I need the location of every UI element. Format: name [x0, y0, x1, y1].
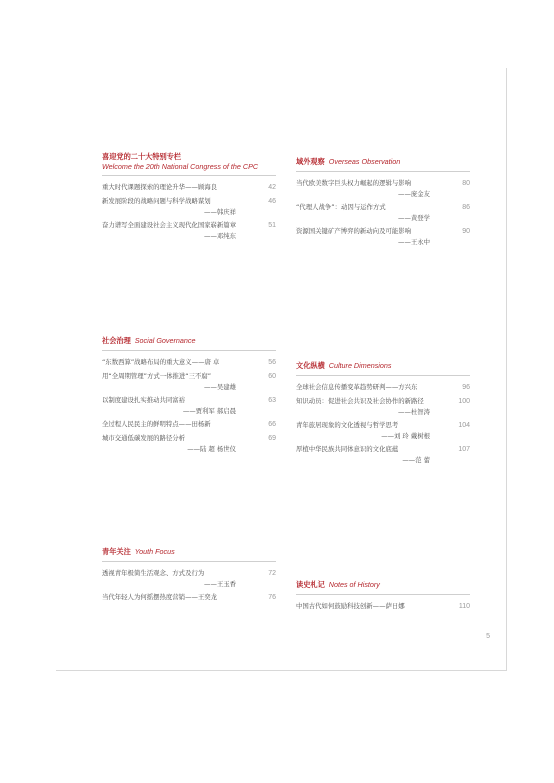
entry-author: ——贾利军 郝启晨 [182, 407, 236, 415]
toc-section-congress [102, 152, 276, 244]
entry-title: 青年旅居现象的文化透视与哲学思考 [296, 421, 399, 429]
entry-author: ——陆 超 杨世仪 [187, 445, 236, 453]
section-title: 青年关注 Youth Focus [102, 547, 175, 556]
entry-title: 奋力谱写全面建设社会主义现代化国家崭新篇章 [102, 221, 237, 229]
entry-title: “东数西算”战略布局的重大意义——唐 卓 [102, 358, 220, 366]
entry-page: 100 [458, 398, 470, 405]
section-title: 文化纵横 Culture Dimensions [296, 361, 392, 370]
entry-title: 以制度建设扎实推动共同富裕 [102, 396, 186, 404]
section-divider [102, 350, 276, 351]
toc-section-history [296, 580, 470, 615]
entry-author: ——范 蕾 [402, 456, 430, 464]
section-title-en: Welcome the 20th National Congress of the CPC [102, 162, 259, 171]
entry-title: 资源国关键矿产博弈的新动向及可能影响 [296, 227, 412, 235]
entry-author: ——刘 玲 戴树根 [381, 432, 430, 440]
entry-page: 107 [458, 446, 470, 453]
entry-title: 全过程人民民主的鲜明特点——田杨新 [102, 420, 211, 428]
entry-page: 51 [268, 222, 276, 229]
entry-title: 透视青年极简生活观念、方式及行为 [102, 569, 205, 577]
entry-author: ——王永中 [398, 238, 430, 246]
entry-author: ——吴建雄 [204, 383, 236, 391]
entry-page: 66 [268, 421, 276, 428]
entry-author: ——黄登学 [398, 214, 430, 222]
entry-title: 用“全周期管理”方式一体推进“三不腐” [102, 372, 212, 380]
entry-page: 46 [268, 198, 276, 205]
toc-entry[interactable] [102, 419, 276, 430]
entry-author: ——庞金友 [398, 190, 430, 198]
toc-entry[interactable] [102, 433, 276, 454]
entry-page: 63 [268, 397, 276, 404]
toc-entry[interactable] [102, 568, 276, 589]
entry-page: 110 [458, 603, 470, 610]
toc-entry[interactable] [296, 420, 470, 441]
entry-page: 86 [462, 204, 470, 211]
entry-page: 60 [268, 373, 276, 380]
entry-title: 中国古代如何鼓励科技创新——萨日娜 [296, 602, 405, 610]
entry-title: “代理人战争”：动因与运作方式 [296, 203, 386, 211]
entry-author: ——韩庆祥 [204, 208, 236, 216]
entry-page: 104 [458, 422, 470, 429]
toc-entry[interactable] [296, 202, 470, 223]
section-title-en: Social Governance [134, 336, 196, 345]
section-title-en: Youth Focus [134, 547, 175, 556]
section-title-en: Notes of History [328, 580, 380, 589]
entry-author: ——王玉香 [204, 580, 236, 588]
section-divider [102, 175, 276, 176]
toc-entry[interactable] [296, 382, 470, 393]
entry-page: 72 [268, 570, 276, 577]
toc-entry[interactable] [296, 226, 470, 247]
section-divider [102, 561, 276, 562]
toc-entry[interactable] [102, 182, 276, 193]
entry-title: 城市交通低碳发展的路径分析 [102, 434, 186, 442]
toc-entry[interactable] [102, 371, 276, 392]
section-title-en: Culture Dimensions [328, 361, 392, 370]
toc-entry[interactable] [296, 178, 470, 199]
toc-entry[interactable] [296, 601, 470, 612]
entry-page: 80 [462, 180, 470, 187]
entry-author: ——邓纯东 [204, 232, 236, 240]
section-divider [296, 594, 470, 595]
section-divider [296, 171, 470, 172]
entry-page: 76 [268, 594, 276, 601]
section-title: 社会治理 Social Governance [102, 336, 196, 345]
toc-entry[interactable] [102, 592, 276, 603]
entry-title: 新发展阶段的战略问题与科学战略谋划 [102, 197, 211, 205]
entry-title: 全球社会信息传播变革趋势研判——方兴东 [296, 383, 418, 391]
toc-section-culture [296, 361, 470, 468]
toc-section-overseas [296, 157, 470, 250]
section-divider [296, 375, 470, 376]
toc-section-youth [102, 547, 276, 606]
section-title-en: Overseas Observation [328, 157, 401, 166]
toc-entry[interactable] [296, 396, 470, 417]
toc-entry[interactable] [102, 357, 276, 368]
entry-page: 69 [268, 435, 276, 442]
entry-page: 90 [462, 228, 470, 235]
toc-entry[interactable] [102, 196, 276, 217]
entry-title: 重大时代课题探索的理论升华——顾海良 [102, 183, 218, 191]
entry-author: ——杜智涛 [398, 408, 430, 416]
entry-title: 当代欧美数字巨头权力崛起的逻辑与影响 [296, 179, 412, 187]
section-title: 读史札记 Notes of History [296, 580, 380, 589]
entry-page: 96 [462, 384, 470, 391]
toc-section-social-governance [102, 336, 276, 457]
entry-title: 知识动员：促进社会共识及社会协作的新路径 [296, 397, 424, 405]
section-title: 域外观察 Overseas Observation [296, 157, 401, 166]
toc-entry[interactable] [102, 395, 276, 416]
entry-page: 42 [268, 184, 276, 191]
entry-title: 厚植中华民族共同体意识的文化底蕴 [296, 445, 399, 453]
toc-entry[interactable] [296, 444, 470, 465]
toc-entry[interactable] [102, 220, 276, 241]
page-number: 5 [486, 633, 490, 640]
entry-page: 56 [268, 359, 276, 366]
section-title: 喜迎党的二十大特别专栏 [102, 152, 182, 161]
entry-title: 当代年轻人为何摇摆热度营销——王奕龙 [102, 593, 218, 601]
